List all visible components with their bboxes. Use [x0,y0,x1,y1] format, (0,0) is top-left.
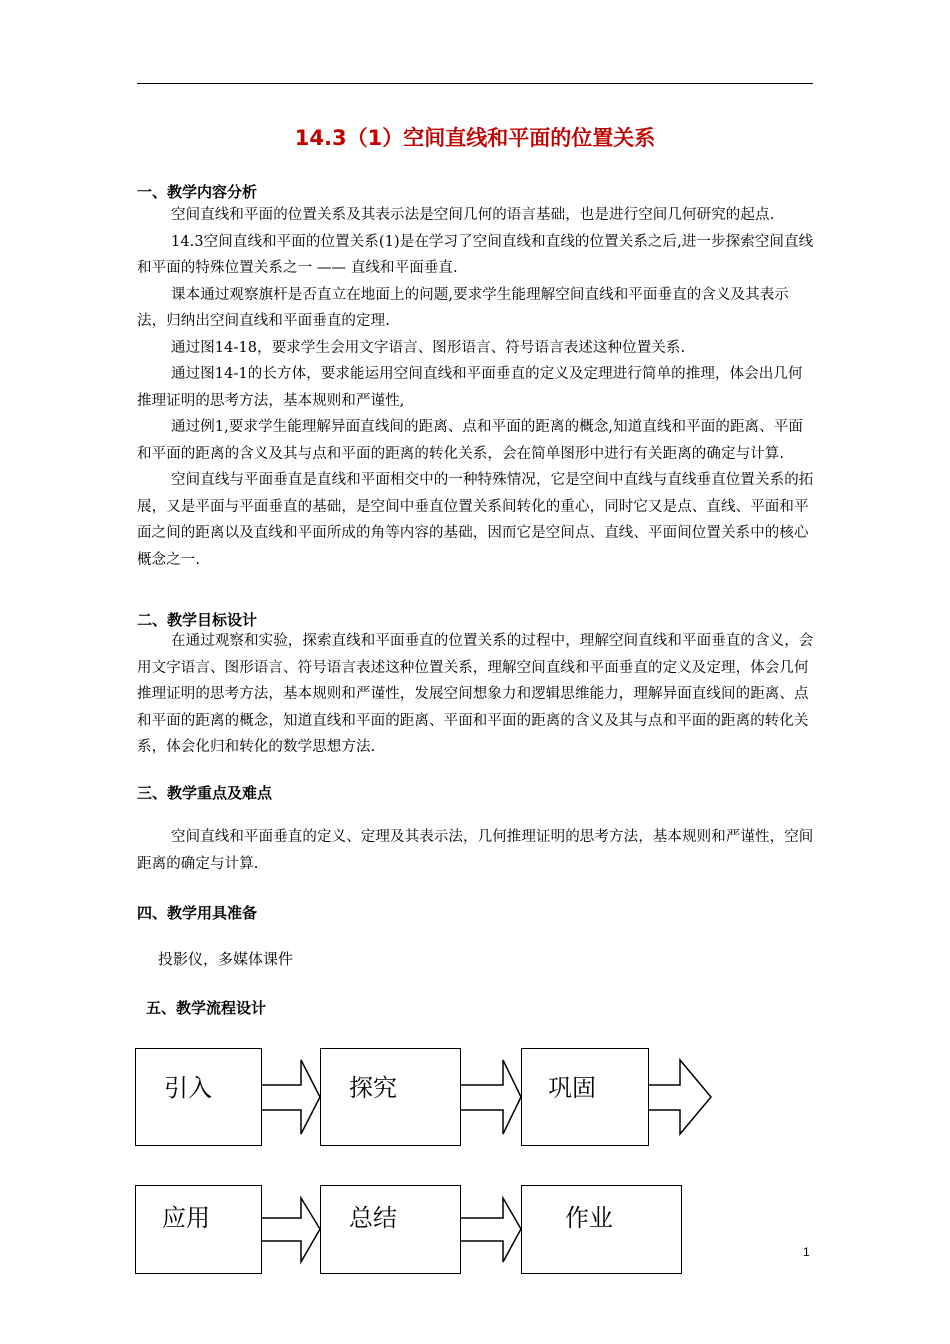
paragraph: 通过例1,要求学生能理解异面直线间的距离、点和平面的距离的概念,知道直线和平面的距离、平面和平面的距离的含义及其与点和平面的距离的转化关系，会在简单图形中进行有关距离的确定与计算. [137,419,803,462]
paragraph: 空间直线与平面垂直是直线和平面相交中的一种特殊情况，它是空间中直线与直线垂直位置关系的拓展，又是平面与平面垂直的基础，是空间中垂直位置关系间转化的重心，同时它又是点、直线、平面和平面之间的距离以及直线和平面所成的角等内容的基础，因而它是空间点、直线、平面间位置关系中的核心概念之一. [137,472,814,568]
section-heading-1: 一、教学内容分析 [137,183,258,201]
paragraph: 课本通过观察旗杆是否直立在地面上的问题,要求学生能理解空间直线和平面垂直的含义及其表示法，归纳出空间直线和平面垂直的定理. [137,286,789,329]
paragraph: 空间直线和平面垂直的定义、定理及其表示法，几何推理证明的思考方法，基本规则和严谨性，空间距离的确定与计算. [137,829,814,872]
section-heading-2: 二、教学目标设计 [137,611,258,629]
flow-arrow [648,1060,711,1134]
paragraph: 14.3空间直线和平面的位置关系(1)是在学习了空间直线和直线的位置关系之后,进一步探索空间直线和平面的特殊位置关系之一 —— 直线和平面垂直. [137,233,814,276]
section-heading-5: 五、教学流程设计 [146,999,267,1017]
flow-label-intro: 引入 [164,1074,212,1102]
flow-arrow [261,1198,320,1262]
flow-label-homework: 作业 [565,1204,613,1232]
flow-arrow [460,1060,521,1134]
flow-label-summary: 总结 [349,1204,397,1232]
paragraph: 空间直线和平面的位置关系及其表示法是空间几何的语言基础，也是进行空间几何研究的起点. [171,207,775,223]
flow-arrow [261,1060,320,1134]
flow-label-consolidate: 巩固 [548,1074,596,1102]
section-heading-4: 四、教学用具准备 [137,904,258,922]
paragraph: 通过图14-18，要求学生会用文字语言、图形语言、符号语言表述这种位置关系. [171,339,686,356]
tools-text: 投影仪，多媒体课件 [158,950,294,968]
paragraph: 在通过观察和实验，探索直线和平面垂直的位置关系的过程中，理解空间直线和平面垂直的含义，会用文字语言、图形语言、符号语言表述这种位置关系，理解空间直线和平面垂直的定义及定理，体会几何推理证明的思考方法，基本规则和严谨性，发展空间想象力和逻辑思维能力，理解异面直线间的距离、点和平面的距离的概念，知道直线和平面的距离、平面和平面的距离的含义及其与点和平面的距离的转化关系，体会化归和转化的数学思想方法. [137,633,814,755]
paragraph: 通过图14-1的长方体，要求能运用空间直线和平面垂直的定义及定理进行简单的推理，体会出几何推理证明的思考方法，基本规则和严谨性, [137,366,803,409]
flow-label-explore: 探究 [349,1074,397,1102]
section-heading-3: 三、教学重点及难点 [137,784,273,802]
flow-arrow [460,1198,521,1262]
flow-label-apply: 应用 [162,1204,210,1232]
page-number: 1 [803,1245,810,1259]
document-title: 14.3（1）空间直线和平面的位置关系 [294,126,656,150]
